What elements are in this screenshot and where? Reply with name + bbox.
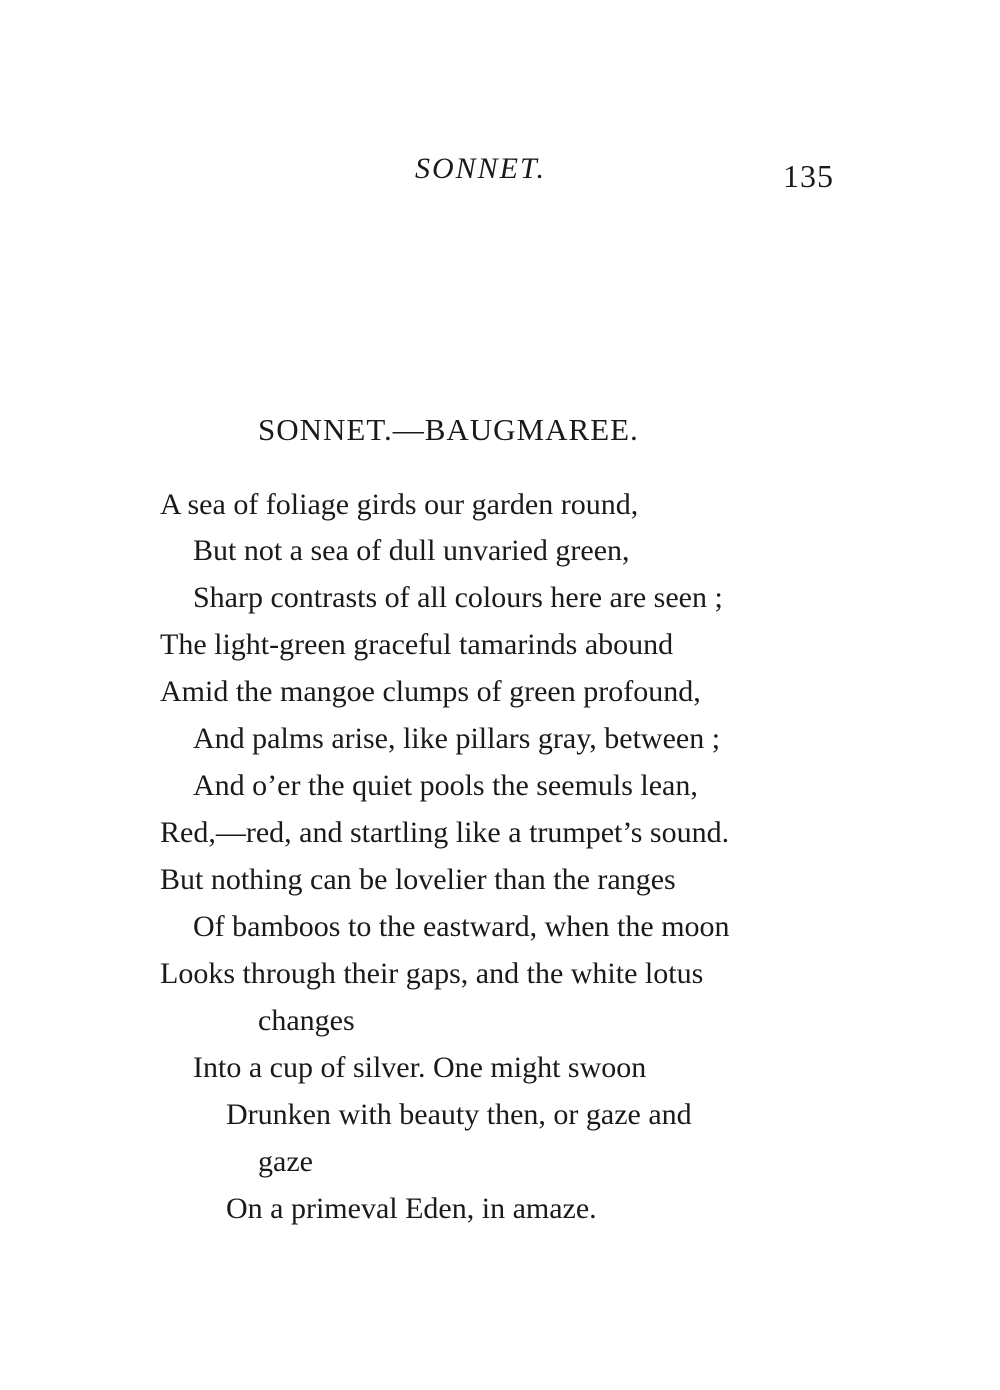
page-number: 135 [783, 158, 834, 194]
poem-line: Drunken with beauty then, or gaze and [226, 1098, 692, 1131]
poem-line: But not a sea of dull unvaried green, [193, 534, 630, 567]
poem-line: And o’er the quiet pools the seemuls lean, [193, 769, 698, 802]
running-header [0, 152, 1000, 202]
poem-line: Red,—red, and startling like a trumpet’s sound. [160, 816, 730, 849]
poem-line: A sea of foliage girds our garden round, [160, 488, 639, 521]
poem-line: Sharp contrasts of all colours here are seen ; [193, 581, 723, 614]
running-title: SONNET. [415, 152, 546, 185]
poem-line-continuation: gaze [258, 1145, 313, 1178]
poem-line: On a primeval Eden, in amaze. [226, 1192, 597, 1225]
poem-line: Of bamboos to the eastward, when the moon [193, 910, 730, 943]
poem-line-continuation: changes [258, 1004, 355, 1037]
poem-title-text: SONNET.—BAUGMAREE. [258, 412, 639, 447]
poem-line: Into a cup of silver. One might swoon [193, 1051, 647, 1084]
poem-line: Looks through their gaps, and the white lotus [160, 957, 704, 990]
poem-line: But nothing can be lovelier than the ranges [160, 863, 676, 896]
poem-line: The light-green graceful tamarinds abound [160, 628, 674, 661]
poem-line: And palms arise, like pillars gray, between ; [193, 722, 721, 755]
poem-line: Amid the mangoe clumps of green profound, [160, 675, 701, 708]
